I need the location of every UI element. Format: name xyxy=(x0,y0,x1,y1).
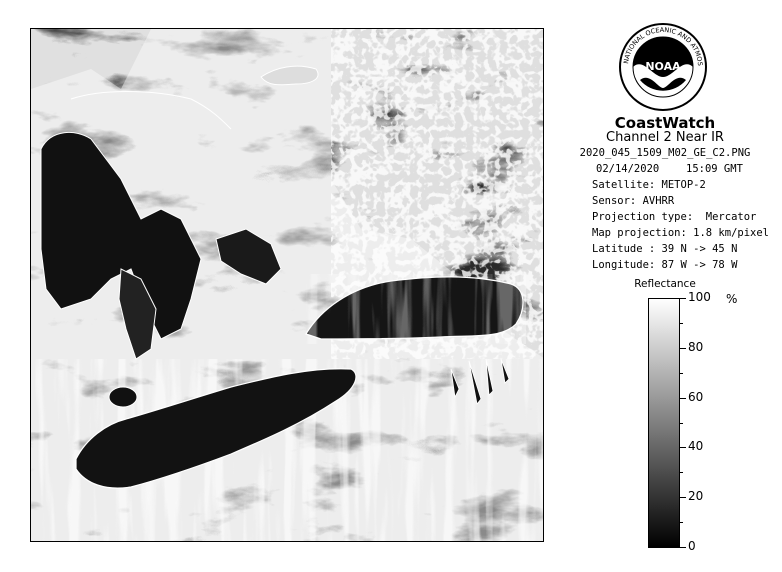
noaa-logo xyxy=(618,22,708,112)
sensor: Sensor: AVHRR xyxy=(592,195,675,207)
latitude-range: Latitude : 39 N -> 45 N xyxy=(592,243,738,255)
time: 15:09 GMT xyxy=(686,163,743,175)
legend-title: Reflectance xyxy=(634,278,696,290)
colorbar-tick-label: 80 xyxy=(688,339,704,354)
colorbar-tick-label: 60 xyxy=(688,389,704,404)
legend-unit: % xyxy=(726,292,738,306)
colorbar-major-tick xyxy=(680,398,686,399)
colorbar-major-tick xyxy=(680,497,686,498)
colorbar-minor-tick xyxy=(680,522,683,523)
lake-st-clair xyxy=(109,387,137,407)
channel-label: Channel 2 Near IR xyxy=(606,130,724,145)
colorbar-tick-label: 20 xyxy=(688,489,704,504)
colorbar-minor-tick xyxy=(680,373,683,374)
map-projection: Map projection: 1.8 km/pixel xyxy=(592,227,770,239)
colorbar-tick-label: 100 xyxy=(688,290,711,304)
info-panel xyxy=(560,16,770,561)
colorbar-minor-tick xyxy=(680,423,683,424)
colorbar-minor-tick xyxy=(680,323,683,324)
reflectance-colorbar xyxy=(648,298,680,548)
date: 02/14/2020 xyxy=(596,163,660,175)
filename: 2020_045_1509_M02_GE_C2.PNG xyxy=(579,147,751,159)
satellite-image xyxy=(31,29,544,542)
noaa-logo-icon xyxy=(618,22,708,112)
colorbar-major-tick xyxy=(680,547,686,548)
colorbar-major-tick xyxy=(680,298,686,299)
satellite: Satellite: METOP-2 xyxy=(592,179,706,191)
colorbar-major-tick xyxy=(680,447,686,448)
lake-ontario-texture xyxy=(306,274,526,344)
colorbar-minor-tick xyxy=(680,472,683,473)
brand-title: CoastWatch xyxy=(614,114,716,132)
svg-text:NATIONAL OCEANIC AND ATMOSPHER: NATIONAL OCEANIC AND ATMOS xyxy=(622,25,705,67)
colorbar-major-tick xyxy=(680,348,686,349)
longitude-range: Longitude: 87 W -> 78 W xyxy=(592,259,738,271)
projection-type: Projection type: Mercator xyxy=(592,211,757,223)
satellite-map[interactable] xyxy=(30,28,544,542)
noaa-wordmark: NOAA xyxy=(645,60,681,73)
colorbar-tick-label: 0 xyxy=(688,539,696,553)
colorbar-tick-label: 40 xyxy=(688,439,704,454)
